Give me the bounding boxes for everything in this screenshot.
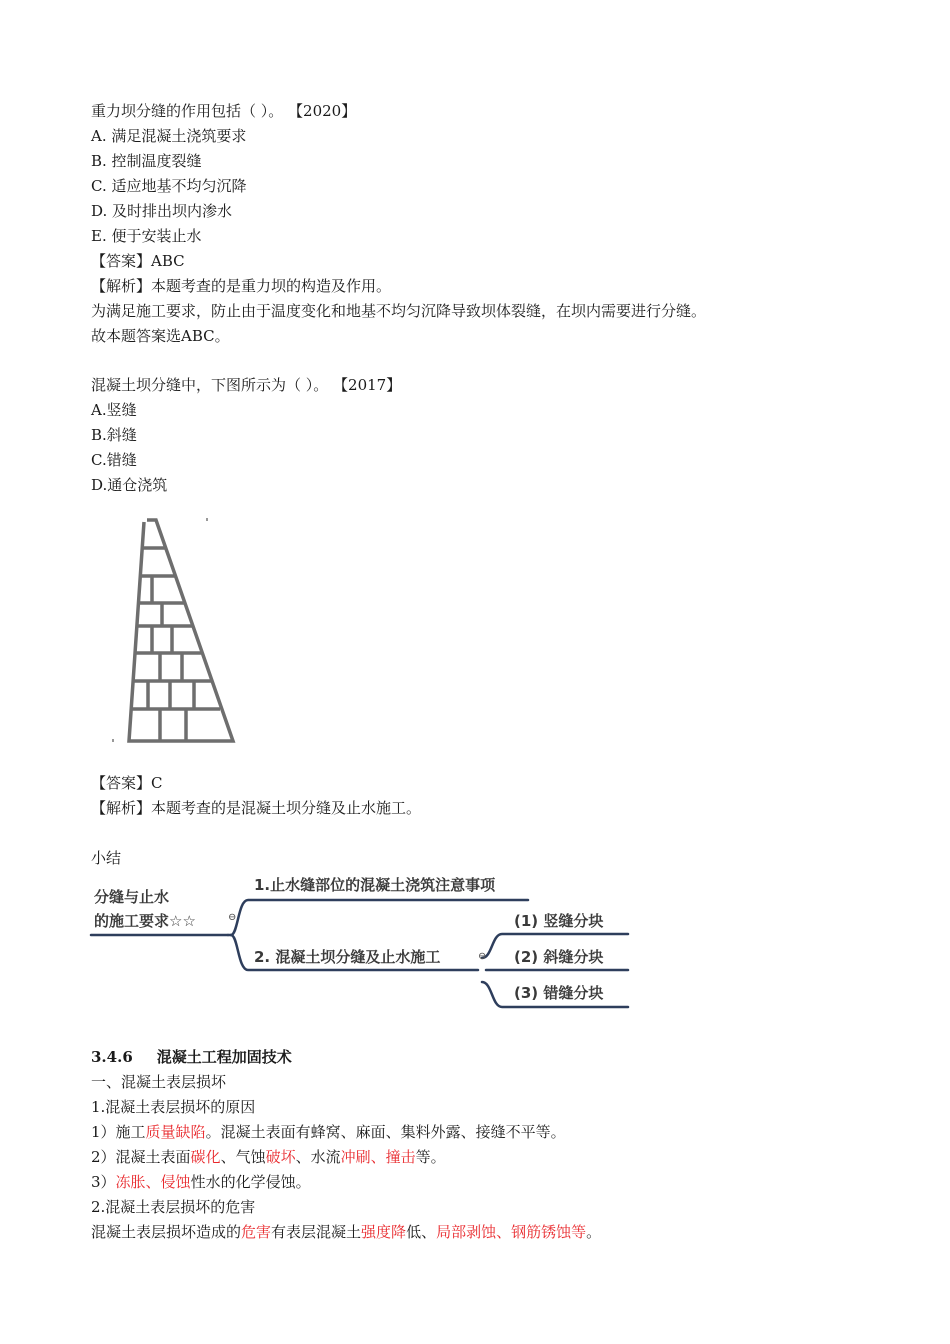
q2-option-c: C.错缝	[91, 451, 137, 469]
mindmap-branch2: 2. 混凝土坝分缝及止水施工	[254, 948, 441, 966]
highlight-text: 危害	[241, 1223, 272, 1241]
q1-explain-1: 为满足施工要求，防止由于温度变化和地基不均匀沉降导致坝体裂缝，在坝内需要进行分缝。	[91, 302, 707, 320]
text-span: 。	[586, 1223, 602, 1241]
collapse-icon[interactable]: ⊖	[228, 912, 237, 923]
text-span: 等。	[415, 1148, 446, 1166]
section-heading	[91, 1045, 292, 1070]
q2-stem: 混凝土坝分缝中，下图所示为（ ）。 【2017】	[91, 376, 402, 394]
mindmap-leaf-2: (2) 斜缝分块	[514, 948, 604, 966]
mindmap-branch1: 1.止水缝部位的混凝土浇筑注意事项	[254, 876, 496, 894]
highlight-text: 破坏	[265, 1148, 296, 1166]
q1-stem: 重力坝分缝的作用包括（ ）。 【2020】	[91, 102, 357, 120]
text-span: 混凝土表层损坏造成的	[91, 1223, 242, 1241]
q1-option-b: B. 控制温度裂缝	[91, 152, 202, 170]
q1-option-a: A. 满足混凝土浇筑要求	[91, 127, 247, 145]
highlight-text: 强度降	[361, 1223, 407, 1241]
text-span: 。混凝土表面有蜂窝、麻面、集料外露、接缝不平等。	[205, 1123, 566, 1141]
paragraph-1-title: 1.混凝土表层损坏的原因	[91, 1098, 256, 1116]
q1-answer: 【答案】ABC	[91, 252, 185, 270]
text-span: 、水流	[295, 1148, 341, 1166]
mindmap-root-line2: 的施工要求☆☆	[94, 912, 196, 930]
text-span: 3）	[91, 1173, 116, 1191]
q1-option-c: C. 适应地基不均匀沉降	[91, 177, 247, 195]
q1-option-e: E. 便于安装止水	[91, 227, 202, 245]
highlight-text: 质量缺陷	[145, 1123, 206, 1141]
mindmap-root-line1: 分缝与止水	[94, 888, 170, 906]
text-span: 性水的化学侵蚀。	[190, 1173, 311, 1191]
summary-label: 小结	[91, 849, 122, 867]
paragraph-2-body	[91, 1220, 601, 1245]
subsection-heading: 一、混凝土表层损坏	[91, 1073, 227, 1091]
dam-joint-diagram	[100, 508, 250, 753]
q1-option-d: D. 及时排出坝内渗水	[91, 202, 233, 220]
q2-analysis: 【解析】本题考查的是混凝土坝分缝及止水施工。	[91, 799, 422, 817]
q2-answer: 【答案】C	[91, 774, 163, 792]
collapse-icon[interactable]: ⊖	[478, 951, 487, 962]
paragraph-1-item-1	[91, 1120, 566, 1145]
text-span: 低、	[406, 1223, 437, 1241]
highlight-text: 碳化	[190, 1148, 221, 1166]
section-number: 3.4.6	[91, 1048, 133, 1066]
summary-mindmap	[88, 866, 638, 1016]
mindmap-branch1-connector	[231, 900, 528, 935]
paragraph-1-item-3	[91, 1170, 311, 1195]
highlight-text: 局部剥蚀、钢筋锈蚀等	[436, 1223, 587, 1241]
mindmap-leaf-1: (1) 竖缝分块	[514, 912, 604, 930]
highlight-text: 冻胀、侵蚀	[115, 1173, 191, 1191]
q1-explain-2: 故本题答案选ABC。	[91, 327, 230, 345]
section-title: 混凝土工程加固技术	[156, 1048, 292, 1066]
text-span: 2）混凝土表面	[91, 1148, 191, 1166]
q2-option-b: B.斜缝	[91, 426, 137, 444]
q1-analysis: 【解析】本题考查的是重力坝的构造及作用。	[91, 277, 392, 295]
q2-option-d: D.通仓浇筑	[91, 476, 168, 494]
highlight-text: 、撞击	[370, 1148, 416, 1166]
text-span: 、气蚀	[220, 1148, 266, 1166]
mindmap-leaf-3: (3) 错缝分块	[514, 984, 604, 1002]
highlight-text: 冲刷	[340, 1148, 371, 1166]
paragraph-1-item-2	[91, 1145, 446, 1170]
text-span: 1）施工	[91, 1123, 146, 1141]
text-span: 有表层混凝土	[271, 1223, 362, 1241]
paragraph-2-title: 2.混凝土表层损坏的危害	[91, 1198, 256, 1216]
q2-option-a: A.竖缝	[91, 401, 137, 419]
